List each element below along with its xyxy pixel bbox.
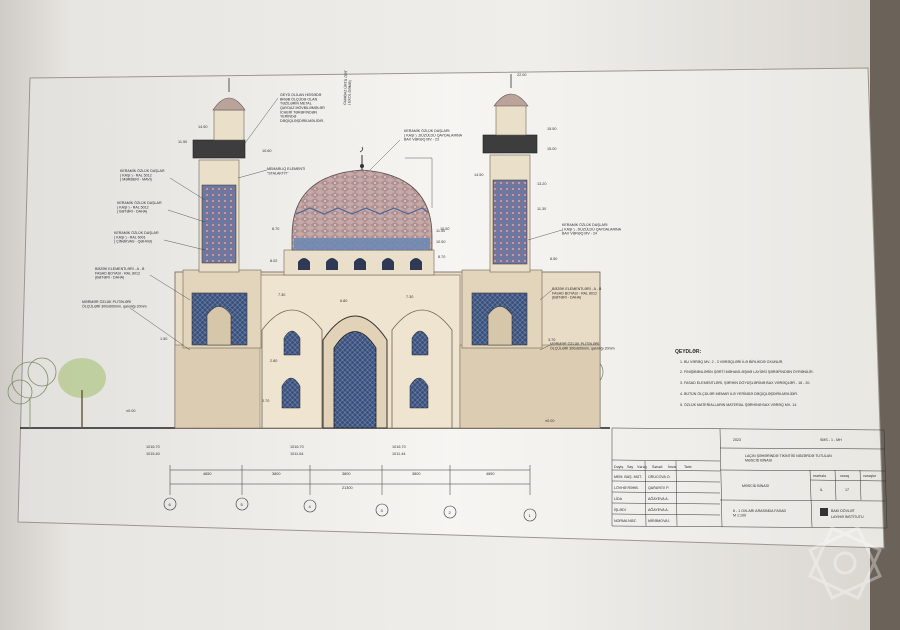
window-upper-right — [412, 331, 428, 355]
tb-name-5: MİRƏMOVA İ. — [648, 519, 671, 523]
annotation-mermer-right: MƏRMƏR ÖZLÜK PLİTƏLƏRİ ÖLÇÜLƏRİ 300x600mm, qalınlığı 20mm — [550, 342, 615, 351]
right-minaret-upper — [496, 105, 526, 135]
tb-col-3: Vərəq — [637, 465, 647, 469]
tb-role-4: İŞLƏDİ — [614, 508, 626, 512]
note-5: 5. ÖZLÜK MATERİALLARIN MATERİAL ŞƏRHİNƏ BAX VƏRƏQ MV- 14. — [680, 403, 798, 407]
tb-institute-2: LAYİHƏ İNSTİTUTU — [831, 515, 864, 519]
level-left-2: 11.50 — [178, 140, 188, 144]
tb-col-1: Dəyiş. — [614, 465, 624, 469]
dome-band — [294, 238, 430, 250]
svg-text:3: 3 — [380, 508, 383, 513]
tb-role-5: NORMA NƏZ. — [614, 519, 637, 523]
spot-elev-1: 1016.70 — [146, 445, 160, 449]
dim-total: 21300 — [342, 486, 353, 490]
annotation-keramik-right: KERAMİK ÖZLÜK DAŞLARI ( KAŞI ) , DÜZÜLDÜ QAYDALARINA BAX VƏRƏQ MV - 24 — [562, 223, 622, 236]
svg-text:4: 4 — [308, 504, 311, 509]
note-3: 3. FASAD ELEMENTLƏRİ, ŞƏRHİN DÖYÜŞLƏRİNƏ BAX VƏRƏQLƏR - 18 - 20. — [680, 381, 811, 385]
annotation-bezek-left: BƏZƏK ELEMENTLƏRİ - A - B FASAD BOYASI - RAL 8012 (BƏTƏRİ - DAHA) — [95, 267, 145, 280]
window-upper-left — [284, 331, 300, 355]
annotation-keramik-left-3: KERAMİK ÖZLÜK DAŞLAR ( KAŞI ) - RAL 6001 ( ÇİNƏKVAS - QƏHVƏ) — [114, 231, 159, 244]
level-right-4: 14.50 — [474, 173, 484, 177]
note-4: 4. BÜTÜN ÖLÇÜLƏR MEMAR İLƏ YERİNDƏ DƏQİQLƏŞDİRİLMƏLİDİR. — [680, 392, 799, 396]
right-minaret-tiles — [493, 180, 527, 264]
left-minaret-balcony — [193, 140, 245, 158]
right-base-block — [460, 345, 600, 428]
spot-elev-4: 1011.64 — [290, 452, 304, 456]
tb-col-5: İmza — [668, 465, 676, 469]
tb-project: LAÇIN ŞƏHƏRİNDƏ TİKİNTİSİ NƏZƏRDƏ TUTULAN MƏSCİD BİNASI — [745, 454, 832, 463]
dim-seg-2: 3800 — [272, 472, 281, 476]
institute-logo-icon — [820, 508, 828, 516]
tb-stage: İL — [820, 488, 823, 492]
level-left-8: ±0.00 — [126, 409, 136, 413]
annotation-keramik-dome: KERAMİK ÖZLÜK DAŞLARI ( KAŞI ) ,DÜZÜLDÜ QAYDALARINA BAX VƏRƏQ MV - 23 — [404, 129, 463, 142]
level-center-3: 8.70 — [438, 255, 446, 259]
spot-elev-2: 1015.40 — [146, 452, 160, 456]
level-left-5: 8.02 — [270, 259, 278, 263]
tb-drawing-title: 6 - 1 OXLARI ARASINDA FASAD M 1:100 — [733, 509, 787, 518]
tb-col-6: Tarix — [684, 465, 692, 469]
tb-sheet-code: SMS - 1 - MH — [820, 438, 842, 442]
left-arch-window — [207, 307, 231, 346]
portal-door[interactable] — [334, 332, 376, 429]
level-left-1: 14.50 — [198, 125, 208, 129]
tb-role-2: LÖVHƏ RƏHB. — [614, 486, 639, 490]
level-center-6: 2.80 — [270, 359, 278, 363]
tb-role-3: LİDA — [614, 497, 622, 501]
annotation-mermer-left: MƏRMƏR ÖZLÜK PLİTƏLƏRİ ÖLÇÜLƏRİ 300x600mm, qalınlığı 20mm — [82, 300, 147, 309]
tb-name-4: AĞAYEVA A. — [648, 508, 669, 512]
left-minaret-tiles — [202, 185, 236, 263]
window-lower-right — [410, 378, 428, 408]
right-arch-window — [488, 307, 512, 346]
spot-elev-5: 1016.70 — [392, 445, 406, 449]
note-1: 1. BU VƏRƏQ MV- 2 - 3 VƏRƏQLƏRİ İLƏ BİRLİKDƏ OXUNUR. — [680, 360, 784, 364]
notes-title: QEYDLƏR: — [675, 349, 702, 355]
annotation-bezek-right: BƏZƏK ELEMENTLƏRİ - A - B FASAD BOYASI - RAL 8012 (BƏTƏRİ - DAHA) — [552, 287, 602, 300]
level-left-7: 1.50 — [160, 337, 168, 341]
left-minaret-upper — [214, 110, 244, 140]
tb-role-1: MEM. BAŞ. MÜT. — [614, 475, 642, 479]
tb-sheet-no: 17 — [845, 488, 849, 492]
dim-seg-1: 4650 — [203, 472, 212, 476]
level-center-7: 0.70 — [262, 399, 270, 403]
annotation-minaret-top: GEYD OLİLAN HİSSƏDƏ BRƏB ÖLÇÜDƏ OLAN TƏZİLƏRİN METAL QAYDAZ MÖVBİLƏMƏLƏR İCHERİ TƏRƏFİNDƏN YERİNDƏ DƏQİQLƏŞDİRİLMƏLİDİR. — [280, 93, 325, 123]
window-lower-left — [282, 378, 300, 408]
dome-finial-ball — [360, 164, 364, 168]
tb-col-2: Say — [627, 465, 634, 469]
tb-name-3: AĞAYEVA A. — [648, 497, 669, 501]
level-center-2: 10.50 — [436, 240, 446, 244]
level-right-2: 15.50 — [547, 127, 557, 131]
annotation-keramik-left-1: KERAMİK ÖZLÜK DAŞLAR ( KAŞI ) - RAL 5012 ( MƏRBERİ - MAVİ) — [120, 169, 165, 182]
tb-sheet-header: vərəq — [840, 474, 849, 478]
level-right-10: ±0.00 — [545, 419, 555, 423]
svg-text:5: 5 — [240, 502, 243, 507]
level-right-8: 8.50 — [550, 257, 558, 261]
level-center-1: 11.50 — [436, 229, 446, 233]
tb-year: 2023 — [733, 438, 741, 442]
tb-name-2: QARAYEV P. — [648, 486, 670, 490]
dim-seg-3: 3800 — [342, 472, 351, 476]
tb-col-4: Sənəd — [652, 465, 663, 469]
dim-seg-5: 4650 — [486, 472, 495, 476]
left-base-block — [175, 345, 260, 428]
annotation-keramik-left-2: KERAMİK ÖZLÜK DAŞLAR ( KAŞI ) - RAL 5012 ( BƏTƏRİ - DAHA) — [117, 201, 162, 214]
level-right-6: 11.30 — [537, 207, 547, 211]
level-right-5: 13.20 — [537, 182, 547, 186]
level-right-3: 15.00 — [547, 147, 557, 151]
level-left-4: 8.70 — [272, 227, 280, 231]
level-right-7: 10.50 — [440, 227, 450, 231]
right-minaret-balcony — [483, 135, 537, 153]
annotation-memarliq: MEMARLIQ ELEMENTİ "STALAKTİT" — [267, 167, 306, 176]
tb-name-1: ORUCOVA O. — [648, 475, 671, 479]
dim-seg-4: 3800 — [412, 472, 421, 476]
level-right-9: 3.70 — [548, 338, 556, 342]
spot-elev-3: 1016.70 — [290, 445, 304, 449]
svg-text:2: 2 — [448, 510, 451, 515]
tb-building: MƏSCİD BİNASI — [742, 484, 770, 488]
svg-text:6: 6 — [168, 502, 171, 507]
level-center-5: 6.80 — [340, 299, 348, 303]
tb-sheets-header: vərəqlər — [863, 474, 876, 478]
spot-elev-6: 1011.44 — [392, 452, 406, 456]
tb-institute-1: BAKI DÖVLƏT — [831, 509, 855, 513]
annotation-crescent: GUMBAZ ÜRTÜ ÖRT( EKOL DƏMƏ) — [343, 70, 353, 106]
svg-text:1: 1 — [528, 513, 531, 518]
tb-stage-header: mərhələ — [813, 474, 826, 478]
level-right-1: 22.00 — [517, 73, 527, 77]
note-2: 2. FİNİŞİBƏNLƏRİN ŞƏRTİ MƏHAVİLƏŞMƏ LAYİƏSİ ŞƏRƏFİNDƏN ÖYRƏNİLİR. — [680, 370, 814, 374]
level-left-6: 7.30 — [278, 293, 286, 297]
level-left-3: 10.60 — [262, 149, 272, 153]
level-center-4: 7.30 — [406, 295, 414, 299]
